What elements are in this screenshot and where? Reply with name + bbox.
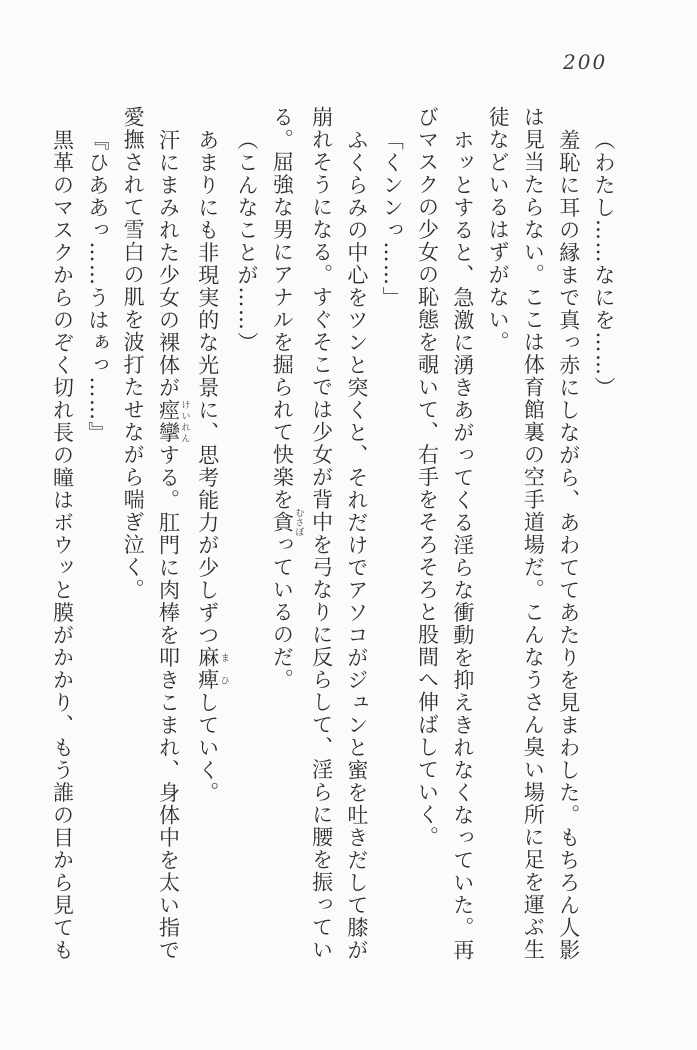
text-line: あまりにも非現実的な光景に、思考能力が少しずつ麻痺 まひしていく。 [195,128,229,804]
text-line: 「くンンっ……」 [380,128,405,309]
text-line: 黒革のマスクからのぞく切れ長の瞳はボウッと膜がかかり、もう誰の目から見ても [50,128,75,961]
text-line: 愛撫されて雪白の肌を波打たせながら喘ぎ泣く。 [121,106,146,601]
text-line: る。屈強な男にアナルを掘られて快楽を貪 むさぼっているのだ。 [270,106,304,691]
page-number: 200 [563,50,608,74]
text-line: びマスクの少女の恥態を覗いて、右手をそろそろと股間へ伸ばしていく。 [415,106,440,849]
text-line: ふくらみの中心をツンと突くと、それだけでアソコがジュンと蜜を吐きだして膝が [344,128,369,961]
text-line: （わたし……なにを……） [592,128,616,399]
text-line: 汗にまみれた少女の裸体が痙攣 けいれんする。肛門に肉棒を叩きこまれ、身体中を太い指で [156,128,190,961]
ruby-annotation: 痙攣 けいれん [156,398,190,444]
text-line: 徒などいるはずがない。 [486,106,511,354]
ruby-annotation: 貪 むさぼ [270,508,304,537]
text-line: 羞恥に耳の縁まで真っ赤にしながら、あわててあたりを見まわした。もちろん人影 [556,128,581,961]
text-line: ホッとすると、急激に湧きあがってくる淫らな衝動を抑えきれなくなっていた。再 [450,128,475,961]
text-line: （こんなことが……） [235,128,260,354]
text-line: は見当たらない。ここは体育館裏の空手道場だ。こんなうさん臭い場所に足を運ぶ生 [521,106,546,961]
text-line: 崩れそうになる。すぐそこでは少女が背中を弓なりに反らして、淫らに腰を振ってい [309,106,334,961]
ruby-annotation: 麻痺 まひ [195,646,229,691]
text-block [44,106,621,968]
text-line: 『ひああっ……うはぁっ……』 [85,128,110,444]
